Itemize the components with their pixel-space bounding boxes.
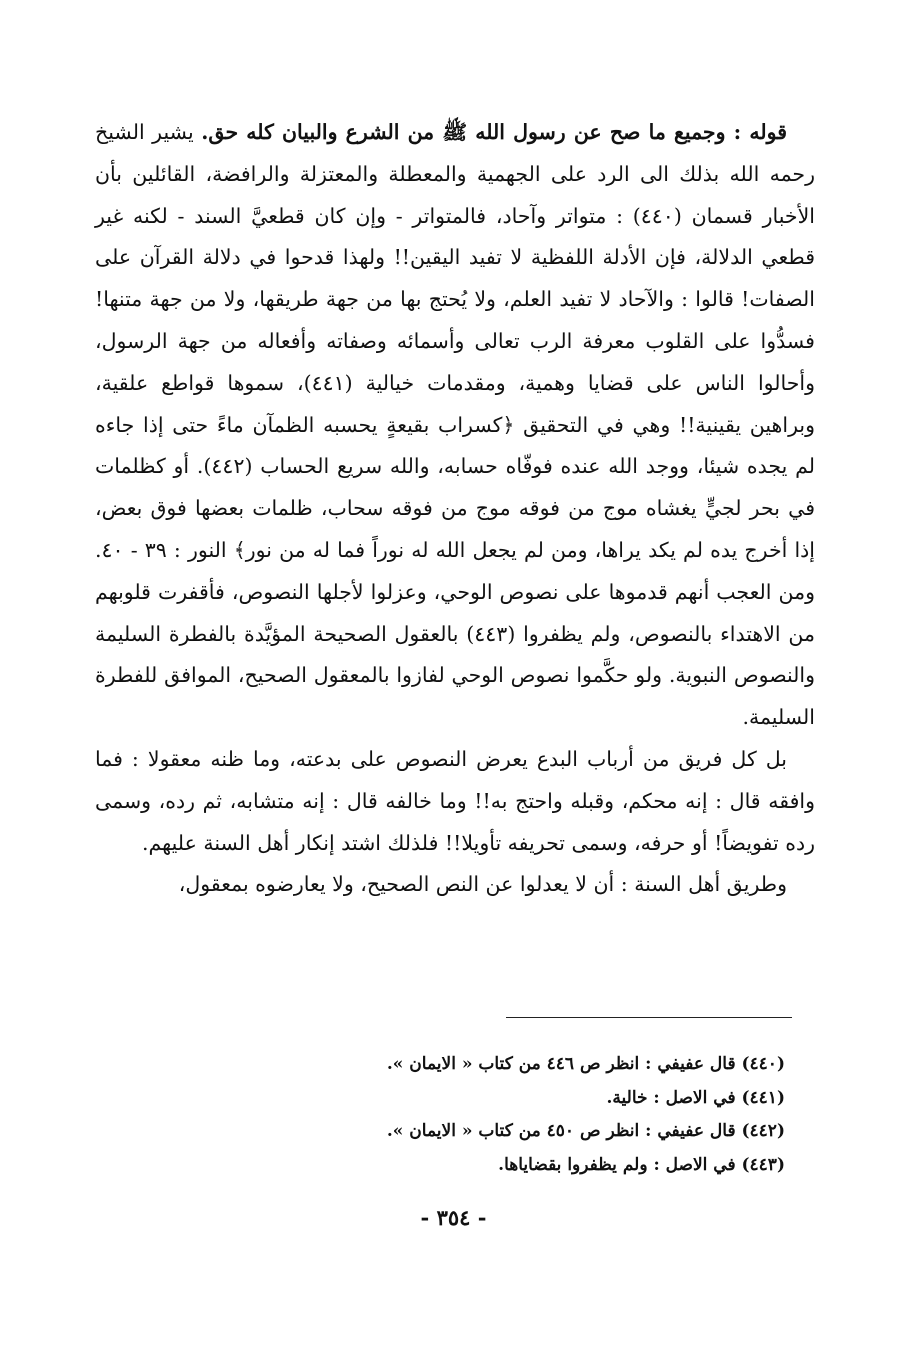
footnote-443: (٤٤٣) في الاصل : ولم يظفروا بقضاياها.: [498, 1154, 785, 1175]
main-text: [95, 112, 815, 906]
footnotes: [95, 1048, 785, 1182]
paragraph-2: بل كل فريق من أرباب البدع يعرض النصوص على بدعته، وما ظنه معقولا : فما وافقه قال : إنه محكم، وقبله واحتج به!! وما خالفه قال : إنه متشابه، ثم رده، وسمى رده تفويضاً! أو حرفه، وسمى تحريفه تأويلا!! فلذلك اشتد إنكار أهل السنة عليهم.: [95, 746, 815, 855]
page-number: - ٣٥٤ -: [420, 1205, 487, 1230]
footnote-441: (٤٤١) في الاصل : خالية.: [606, 1087, 785, 1108]
quoted-lead: قوله : وجميع ما صح عن رسول الله ﷺ من الشرع والبيان كله حق.: [201, 120, 788, 144]
footnote-442: (٤٤٢) قال عفيفي : انظر ص ٤٥٠ من كتاب « الايمان ».: [386, 1121, 785, 1141]
footnote-separator: [506, 1017, 792, 1018]
footnote-440: (٤٤٠) قال عفيفي : انظر ص ٤٤٦ من كتاب « الايمان ».: [386, 1054, 785, 1074]
paragraph-1: [95, 112, 815, 739]
paragraph-3: وطريق أهل السنة : أن لا يعدلوا عن النص الصحيح، ولا يعارضوه بمعقول،: [178, 872, 787, 897]
commentary: يشير الشيخ رحمه الله بذلك الى الرد على الجهمية والمعطلة والمعتزلة والرافضة، القائلين بأن الأخبار قسمان (٤٤٠) : متواتر وآحاد، فالمتواتر - وإن كان قطعيَّ السند - لكنه غير قطعي الدلالة، فإن الأدلة اللفظية لا تفيد اليقين!! ولهذا قدحوا في دلالة القرآن على الصفات! قالوا : والآحاد لا تفيد العلم، ولا يُحتج بها من جهة طريقها، ولا من جهة متنها! فسدُّوا على القلوب معرفة الرب تعالى وأسمائه وصفاته وأفعاله من جهة الرسول، وأحالوا الناس على قضايا وهمية، ومقدمات خيالية (٤٤١)، سموها قواطع علقية، وبراهين يقينية!! وهي في التحقيق ﴿كسراب بقيعةٍ يحسبه الظمآن ماءً حتى إذا جاءه لم يجده شيئا، ووجد الله عنده فوفّاه حسابه، والله سريع الحساب (٤٤٢). أو كظلمات في بحر لجيٍّ يغشاه موج من فوقه موج من فوقه سحاب، ظلمات بعضها فوق بعض، إذا أخرج يده لم يكد يراها، ومن لم يجعل الله له نوراً فما له من نور﴾ النور : ٣٩ - ٤٠. ومن العجب أنهم قدموها على نصوص الوحي، وعزلوا لأجلها النصوص، فأقفرت قلوبهم من الاهتداء بالنصوص، ولم يظفروا (٤٤٣) بالعقول الصحيحة المؤيَّدة بالفطرة السليمة والنصوص النبوية. ولو حكَّموا نصوص الوحي لفازوا بالمعقول الصحيح، الموافق للفطرة السليمة.: [95, 120, 815, 730]
